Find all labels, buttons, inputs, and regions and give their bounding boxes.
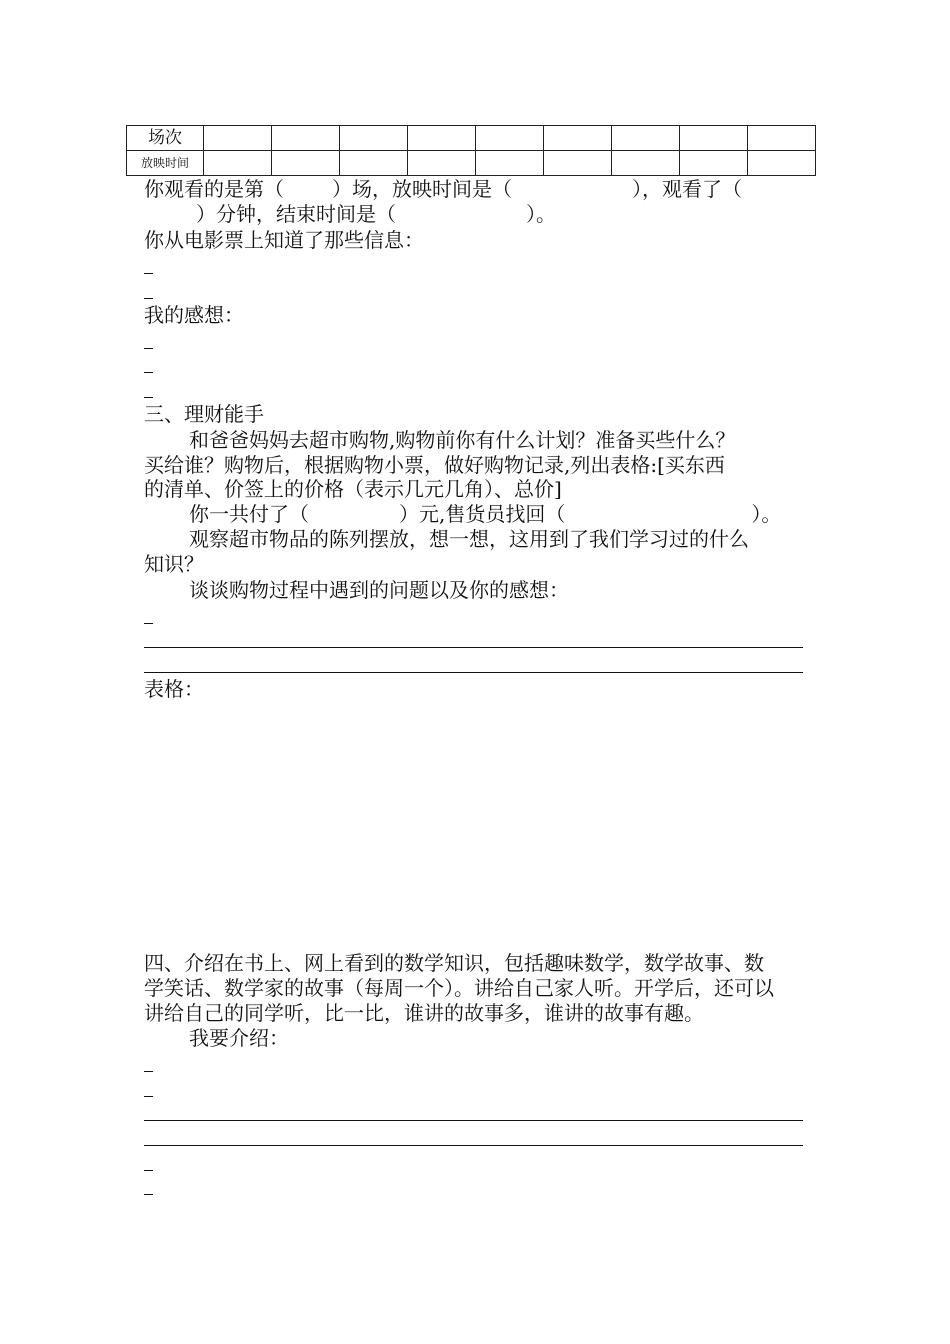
table-cell [476,126,544,151]
table-cell [748,126,816,151]
answer-dash [144,273,153,274]
table-cell [612,126,680,151]
question-text: ）分钟，结束时间是（ [196,202,396,226]
section-3-title: 三、理财能手 [144,402,264,426]
question-text: ）。 [526,202,556,226]
question-text: ）元,售货员找回（ [399,502,566,526]
answer-dash [144,298,153,299]
payment-question [189,502,781,526]
table-cell [272,126,340,151]
answer-dash [144,348,153,349]
question-text: 你观看的是第（ [144,177,284,201]
question-text: ）。 [751,502,782,526]
answer-dash [144,372,153,373]
answer-dash [144,623,153,624]
answer-dash [144,1071,153,1072]
movie-question-line-2 [144,202,556,226]
table-row [127,126,816,151]
table-cell [204,151,272,176]
observation-question-line: 观察超市物品的陈列摆放，想一想，这用到了我们学习过的什么 [189,527,749,551]
movie-question-line-1 [144,177,742,201]
table-cell [544,126,612,151]
section-4-paragraph-line: 四、介绍在书上、网上看到的数学知识，包括趣味数学，数学故事、数 [144,951,764,975]
answer-line [144,647,803,648]
answer-line [144,1145,803,1146]
ticket-info-question: 你从电影票上知道了那些信息： [144,228,424,252]
section-3-paragraph-line: 的清单、价签上的价格（表示几元几角）、总价] [144,477,562,501]
section-3-paragraph-line: 买给谁？购物后，根据购物小票，做好购物记录,列出表格:[买东西 [144,453,725,477]
question-text: ），观看了（ [632,177,742,201]
answer-dash [144,397,153,398]
answer-dash [144,1194,153,1195]
table-cell [272,151,340,176]
table-cell [748,151,816,176]
session-header-cell: 场次 [127,126,204,151]
table-cell [340,151,408,176]
answer-dash [144,1170,153,1171]
table-cell [204,126,272,151]
table-cell [408,151,476,176]
table-cell [340,126,408,151]
table-label: 表格： [144,677,204,701]
table-cell [408,126,476,151]
section-4-paragraph-line: 学笑话、数学家的故事（每周一个）。讲给自己家人听。开学后，还可以 [144,976,774,1000]
table-row [127,151,816,176]
table-cell [680,151,748,176]
answer-dash [144,1096,153,1097]
table-cell [476,151,544,176]
question-text: 你一共付了（ [189,502,309,526]
introduce-label: 我要介绍： [189,1026,289,1050]
table-cell [680,126,748,151]
shopping-feelings-question: 谈谈购物过程中遇到的问题以及你的感想： [189,578,569,602]
feelings-label: 我的感想： [144,303,244,327]
table-cell [544,151,612,176]
answer-line [144,672,803,673]
table-cell [612,151,680,176]
section-3-paragraph-line: 和爸爸妈妈去超市购物,购物前你有什么计划？准备买些什么？ [189,428,736,452]
showtime-header-cell: 放映时间 [127,151,204,176]
section-4-paragraph-line: 讲给自己的同学听，比一比，谁讲的故事多，谁讲的故事有趣。 [144,1001,704,1025]
schedule-table [126,125,816,176]
observation-question-line: 知识？ [144,552,204,576]
answer-line [144,1120,803,1121]
question-text: ）场，放映时间是（ [332,177,512,201]
